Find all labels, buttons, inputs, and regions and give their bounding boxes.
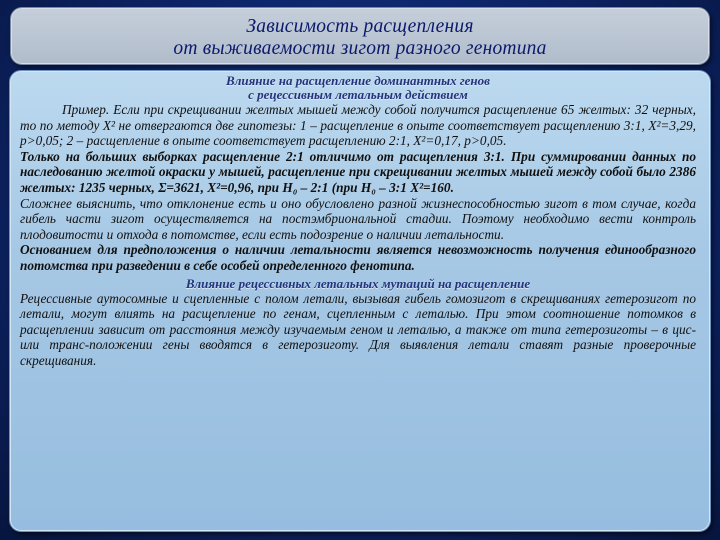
content-panel [9, 70, 711, 532]
title-line-1: Зависимость расщепления [246, 16, 474, 37]
section1-heading-line-1: Влияние на расщепление доминантных генов [226, 73, 490, 88]
title-panel [10, 7, 710, 65]
section2-paragraph: Рецессивные аутосомные и сцепленные с полом летали, вызывая гибель гомозигот в скрещиваниях гетерозигот по летали, могут влиять на расщепление по генам, сцепленным с леталью. При этом соотношение потомков в расщеплении зависит от расстояния между изучаемым геном и леталью, а также от типа гетерозиготы – в цис- или транс-положении гены вводятся в гетерозиготу. Для выявления летали ставят разные проверочные скрещивания. [20, 290, 696, 368]
section1-paragraph-samples: Только на больших выборках расщепление 2:1 отличимо от расщепления 3:1. При суммировании данных по наследованию желтой окраски у мышей, расщепление при скрещивании желтых мышей между собой было 2386 желтых: 1235 черных, Σ=3621, Х²=0,96, при Н₀ – 2:1 (при Н₀ – 3:1 Х²=160. [20, 148, 696, 195]
title-line-2: от выживаемости зигот разного генотипа [173, 38, 547, 59]
section1-paragraph-example: Пример. Если при скрещивании желтых мышей между собой получится расщепление 65 желтых: 32 черных, то по методу Х² не отвергаются две гипотезы: 1 – расщепление в опыте соответствует расщеплению 3:1, Х²=3,29, р>0,05; 2 – расщепление в опыте соответствует расщеплению 2:1, Х²=0,17, р>0,05. [20, 102, 696, 149]
section1-paragraph-basis: Основанием для предположения о наличии летальности является невозможность получения единообразного потомства при разведении в себе особей определенного фенотипа. [20, 242, 696, 273]
section1-paragraph-viability: Сложнее выяснить, что отклонение есть и оно обусловлено разной жизнеспособностью зигот в том случае, когда гибель части зигот осуществляется на постэмбриональной стадии. Поэтому необходимо вести контроль плодовитости и отхода в потомстве, если есть подозрение о наличии летальности. [20, 195, 696, 242]
section2-heading: Влияние рецессивных летальных мутаций на расщепление [185, 275, 531, 291]
section1-heading-line-2: с рецессивным летальным действием [248, 87, 468, 102]
